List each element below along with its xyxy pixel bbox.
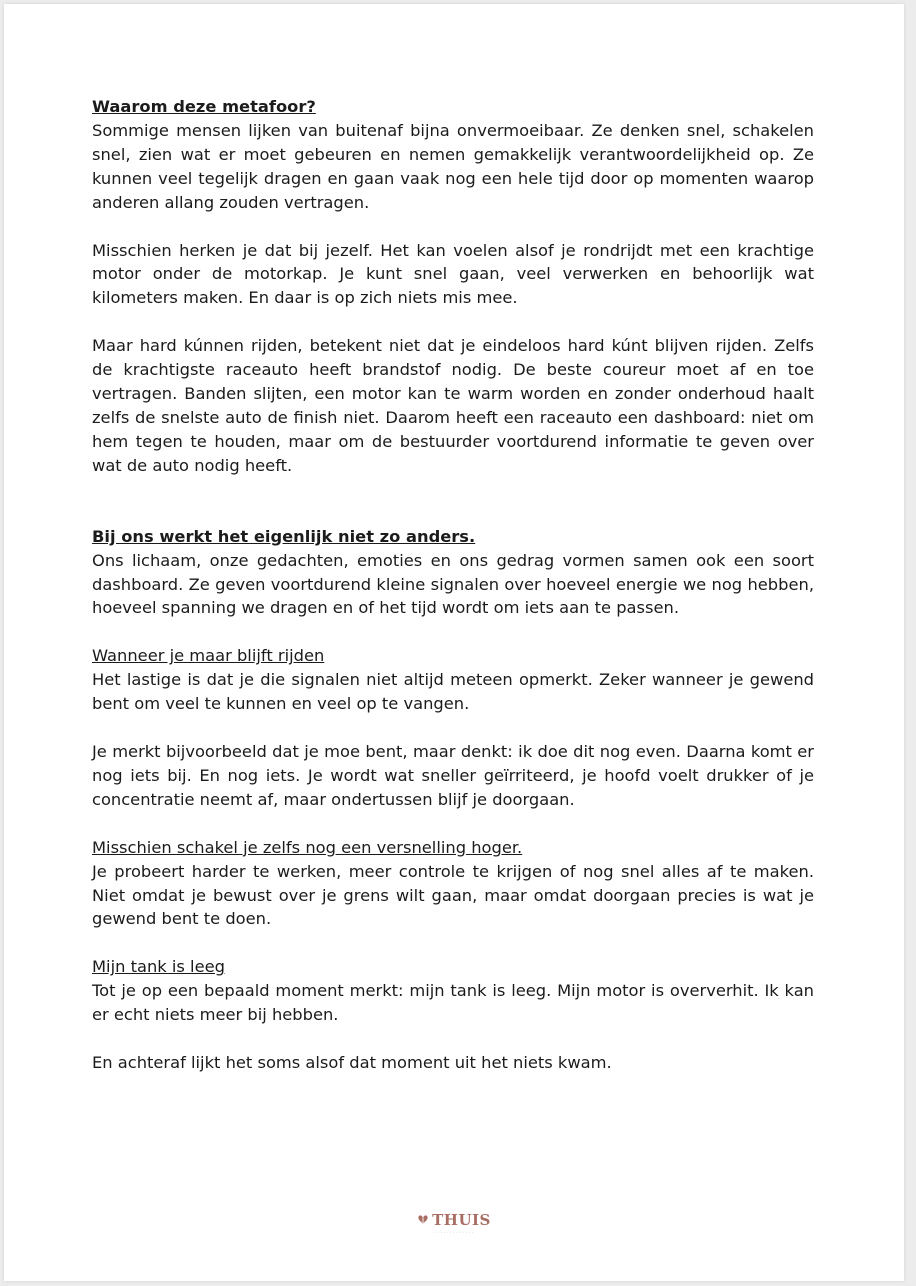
paragraph: Je merkt bijvoorbeeld dat je moe bent, maar denkt: ik doe dit nog even. Daarna komt er nog iets bij. En nog iets. Je wordt wat sneller geïrriteerd, je hoofd voelt drukker of je concentratie neemt af, maar ondertussen blijf je doorgaan. <box>92 742 814 809</box>
paragraph: Sommige mensen lijken van buitenaf bijna onvermoeibaar. Ze denken snel, schakelen snel, zien wat er moet gebeuren en nemen gemakkelijk verantwoordelijkheid op. Ze kunnen veel tegelijk dragen en gaan vaak nog een hele tijd door op momenten waarop anderen allang zouden vertragen. <box>92 120 814 212</box>
subheading-blijven-rijden: Wanneer je maar blijft rijden <box>92 646 325 666</box>
subheading-tank-leeg: Mijn tank is leeg <box>92 957 225 977</box>
document-body <box>92 95 814 1075</box>
paragraph: Het lastige is dat je die signalen niet altijd meteen opmerkt. Zeker wanneer je gewend bent om veel te kunnen en veel op te vangen. <box>92 670 814 714</box>
paragraph: Maar hard kúnnen rijden, betekent niet dat je eindeloos hard kúnt blijven rijden. Zelfs de krachtigste raceauto heeft brandstof nodig. De beste coureur moet af en toe vertragen. Banden slijten, een motor kan te warm worden en zonder onderhoud haalt zelfs de snelste auto de finish niet. Daarom heeft een raceauto een dashboard: niet om hem tegen te houden, maar om de bestuurder voortdurend informatie te geven over wat de auto nodig heeft. <box>92 336 814 475</box>
document-page <box>4 4 904 1281</box>
logo-tagline: · · · · · · · · · · · · · <box>434 1230 474 1235</box>
paragraph: Misschien herken je dat bij jezelf. Het kan voelen alsof je rondrijdt met een krachtige motor onder de motorkap. Je kunt snel gaan, veel verwerken en behoorlijk wat kilometers maken. En daar is op zich niets mis mee. <box>92 240 814 308</box>
subheading-versnelling: Misschien schakel je zelfs nog een versnelling hoger. <box>92 837 523 857</box>
paragraph: Ons lichaam, onze gedachten, emoties en ons gedrag vormen samen ook een soort dashboard. Ze geven voortdurend kleine signalen over hoeveel energie we nog hebben, hoeveel spanning we dragen en of het tijd wordt om iets aan te passen. <box>92 550 814 618</box>
paragraph: Je probeert harder te werken, meer controle te krijgen of nog snel alles af te maken. Niet omdat je bewust over je grens wilt gaan, maar omdat doorgaan precies is wat je gewend bent te doen. <box>92 861 814 929</box>
logo-text: THUIS <box>432 1211 491 1229</box>
heart-hands-icon <box>417 1211 429 1229</box>
section-heading-dashboard: Bij ons werkt het eigenlijk niet zo anders. <box>92 526 476 546</box>
section-heading-metafoor: Waarom deze metafoor? <box>92 97 316 116</box>
paragraph: Tot je op een bepaald moment merkt: mijn tank is leeg. Mijn motor is oververhit. Ik kan er echt niets meer bij hebben. <box>92 981 814 1025</box>
footer-logo <box>4 1210 904 1235</box>
paragraph: En achteraf lijkt het soms alsof dat moment uit het niets kwam. <box>92 1053 612 1073</box>
